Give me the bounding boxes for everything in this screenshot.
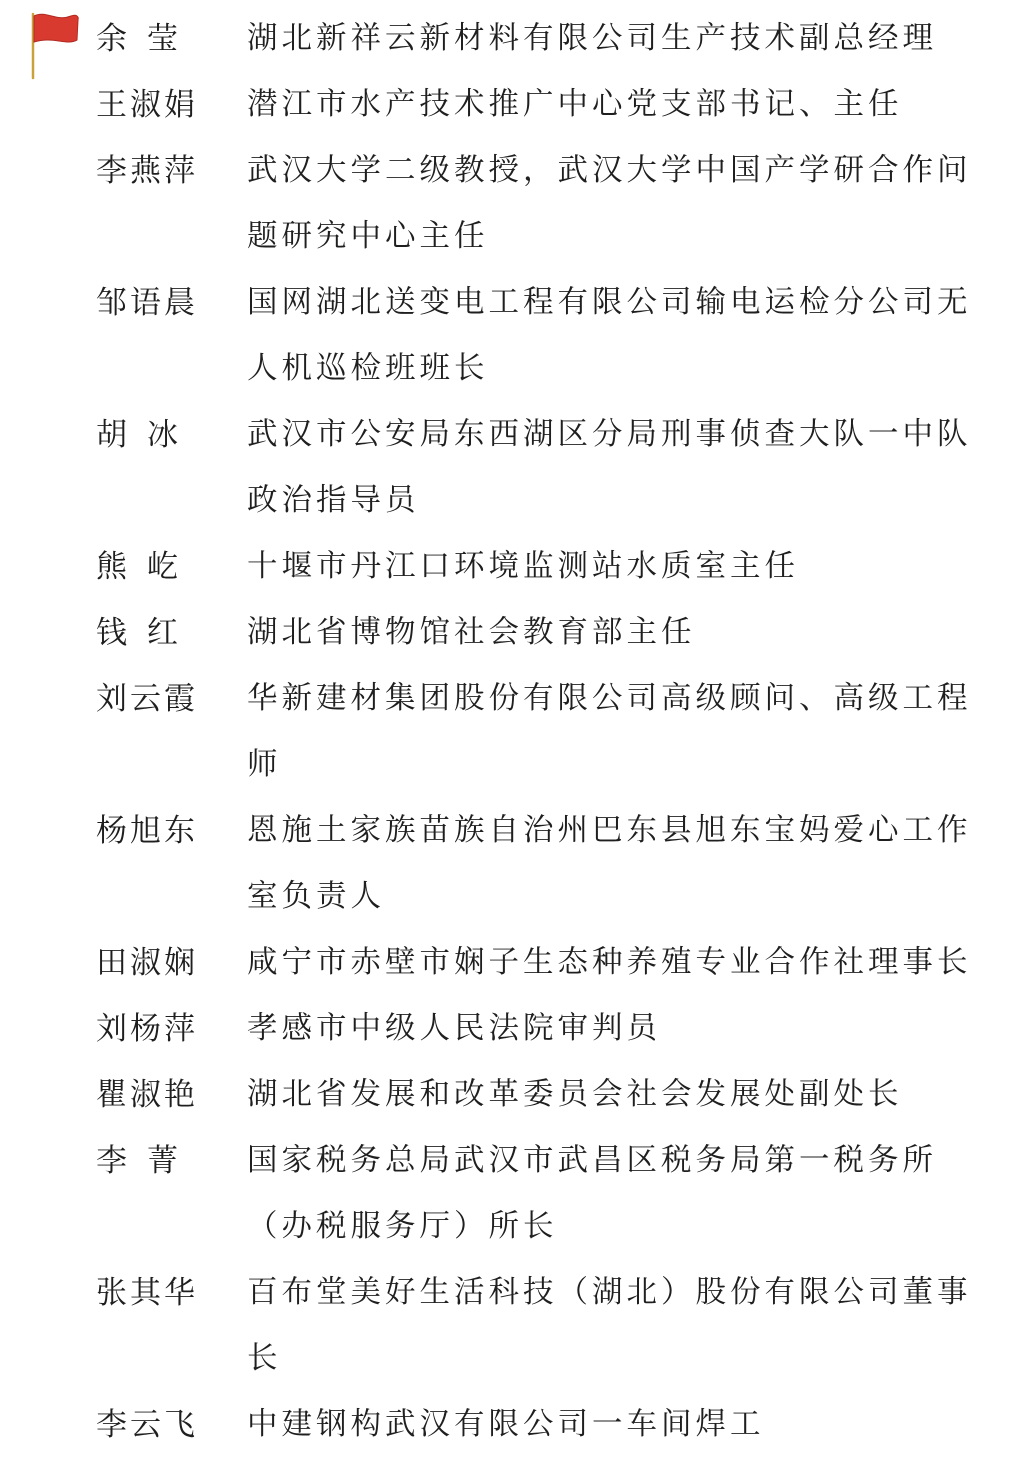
- person-title: 国家税务总局武汉市武昌区税务局第一税务所（办税服务厅）所长: [247, 1143, 937, 1244]
- list-item: [0, 6, 1016, 72]
- person-title: 湖北新祥云新材料有限公司生产技术副总经理: [247, 21, 937, 56]
- person-name: 瞿淑艳: [96, 1077, 198, 1113]
- person-title: 十堰市丹江口环境监测站水质室主任: [247, 549, 799, 584]
- person-title: 潜江市水产技术推广中心党支部书记、主任: [247, 87, 903, 122]
- list-item: [0, 270, 1016, 402]
- person-title: 中建钢构武汉有限公司一车间焊工: [247, 1407, 765, 1442]
- person-name: 刘云霞: [96, 681, 198, 717]
- person-name: 李燕萍: [96, 153, 198, 189]
- person-name: 田淑娴: [96, 945, 198, 981]
- person-name: 刘杨萍: [96, 1011, 198, 1047]
- list-item: [0, 930, 1016, 996]
- person-name: 钱红: [96, 615, 198, 651]
- name-list: [0, 6, 1016, 1458]
- person-title: 湖北省博物馆社会教育部主任: [247, 615, 696, 650]
- person-name: 王淑娟: [96, 87, 198, 123]
- list-item: [0, 798, 1016, 930]
- person-title: 武汉市公安局东西湖区分局刑事侦查大队一中队政治指导员: [247, 417, 972, 518]
- person-name: 杨旭东: [96, 813, 198, 849]
- list-item: [0, 666, 1016, 798]
- person-title: 武汉大学二级教授，武汉大学中国产学研合作问题研究中心主任: [247, 153, 972, 254]
- list-item: [0, 138, 1016, 270]
- list-item: [0, 1392, 1016, 1458]
- person-name: 熊屹: [96, 549, 198, 585]
- person-title: 国网湖北送变电工程有限公司输电运检分公司无人机巡检班班长: [247, 285, 972, 386]
- list-item: [0, 1128, 1016, 1260]
- person-title: 孝感市中级人民法院审判员: [247, 1011, 661, 1046]
- list-item: [0, 1260, 1016, 1392]
- person-title: 湖北省发展和改革委员会社会发展处副处长: [247, 1077, 903, 1112]
- list-item: [0, 402, 1016, 534]
- list-item: [0, 1062, 1016, 1128]
- person-name: 邹语晨: [96, 285, 198, 321]
- person-name: 李云飞: [96, 1407, 198, 1443]
- person-title: 恩施土家族苗族自治州巴东县旭东宝妈爱心工作室负责人: [247, 813, 972, 914]
- person-name: 李菁: [96, 1143, 198, 1179]
- person-name: 余莹: [96, 21, 198, 57]
- list-item: [0, 72, 1016, 138]
- list-item: [0, 534, 1016, 600]
- person-name: 胡冰: [96, 417, 198, 453]
- person-name: 张其华: [96, 1275, 198, 1311]
- person-title: 华新建材集团股份有限公司高级顾问、高级工程师: [247, 681, 972, 782]
- person-title: 咸宁市赤壁市娴子生态种养殖专业合作社理事长: [247, 945, 972, 980]
- list-item: [0, 996, 1016, 1062]
- person-title: 百布堂美好生活科技（湖北）股份有限公司董事长: [247, 1275, 972, 1376]
- list-item: [0, 600, 1016, 666]
